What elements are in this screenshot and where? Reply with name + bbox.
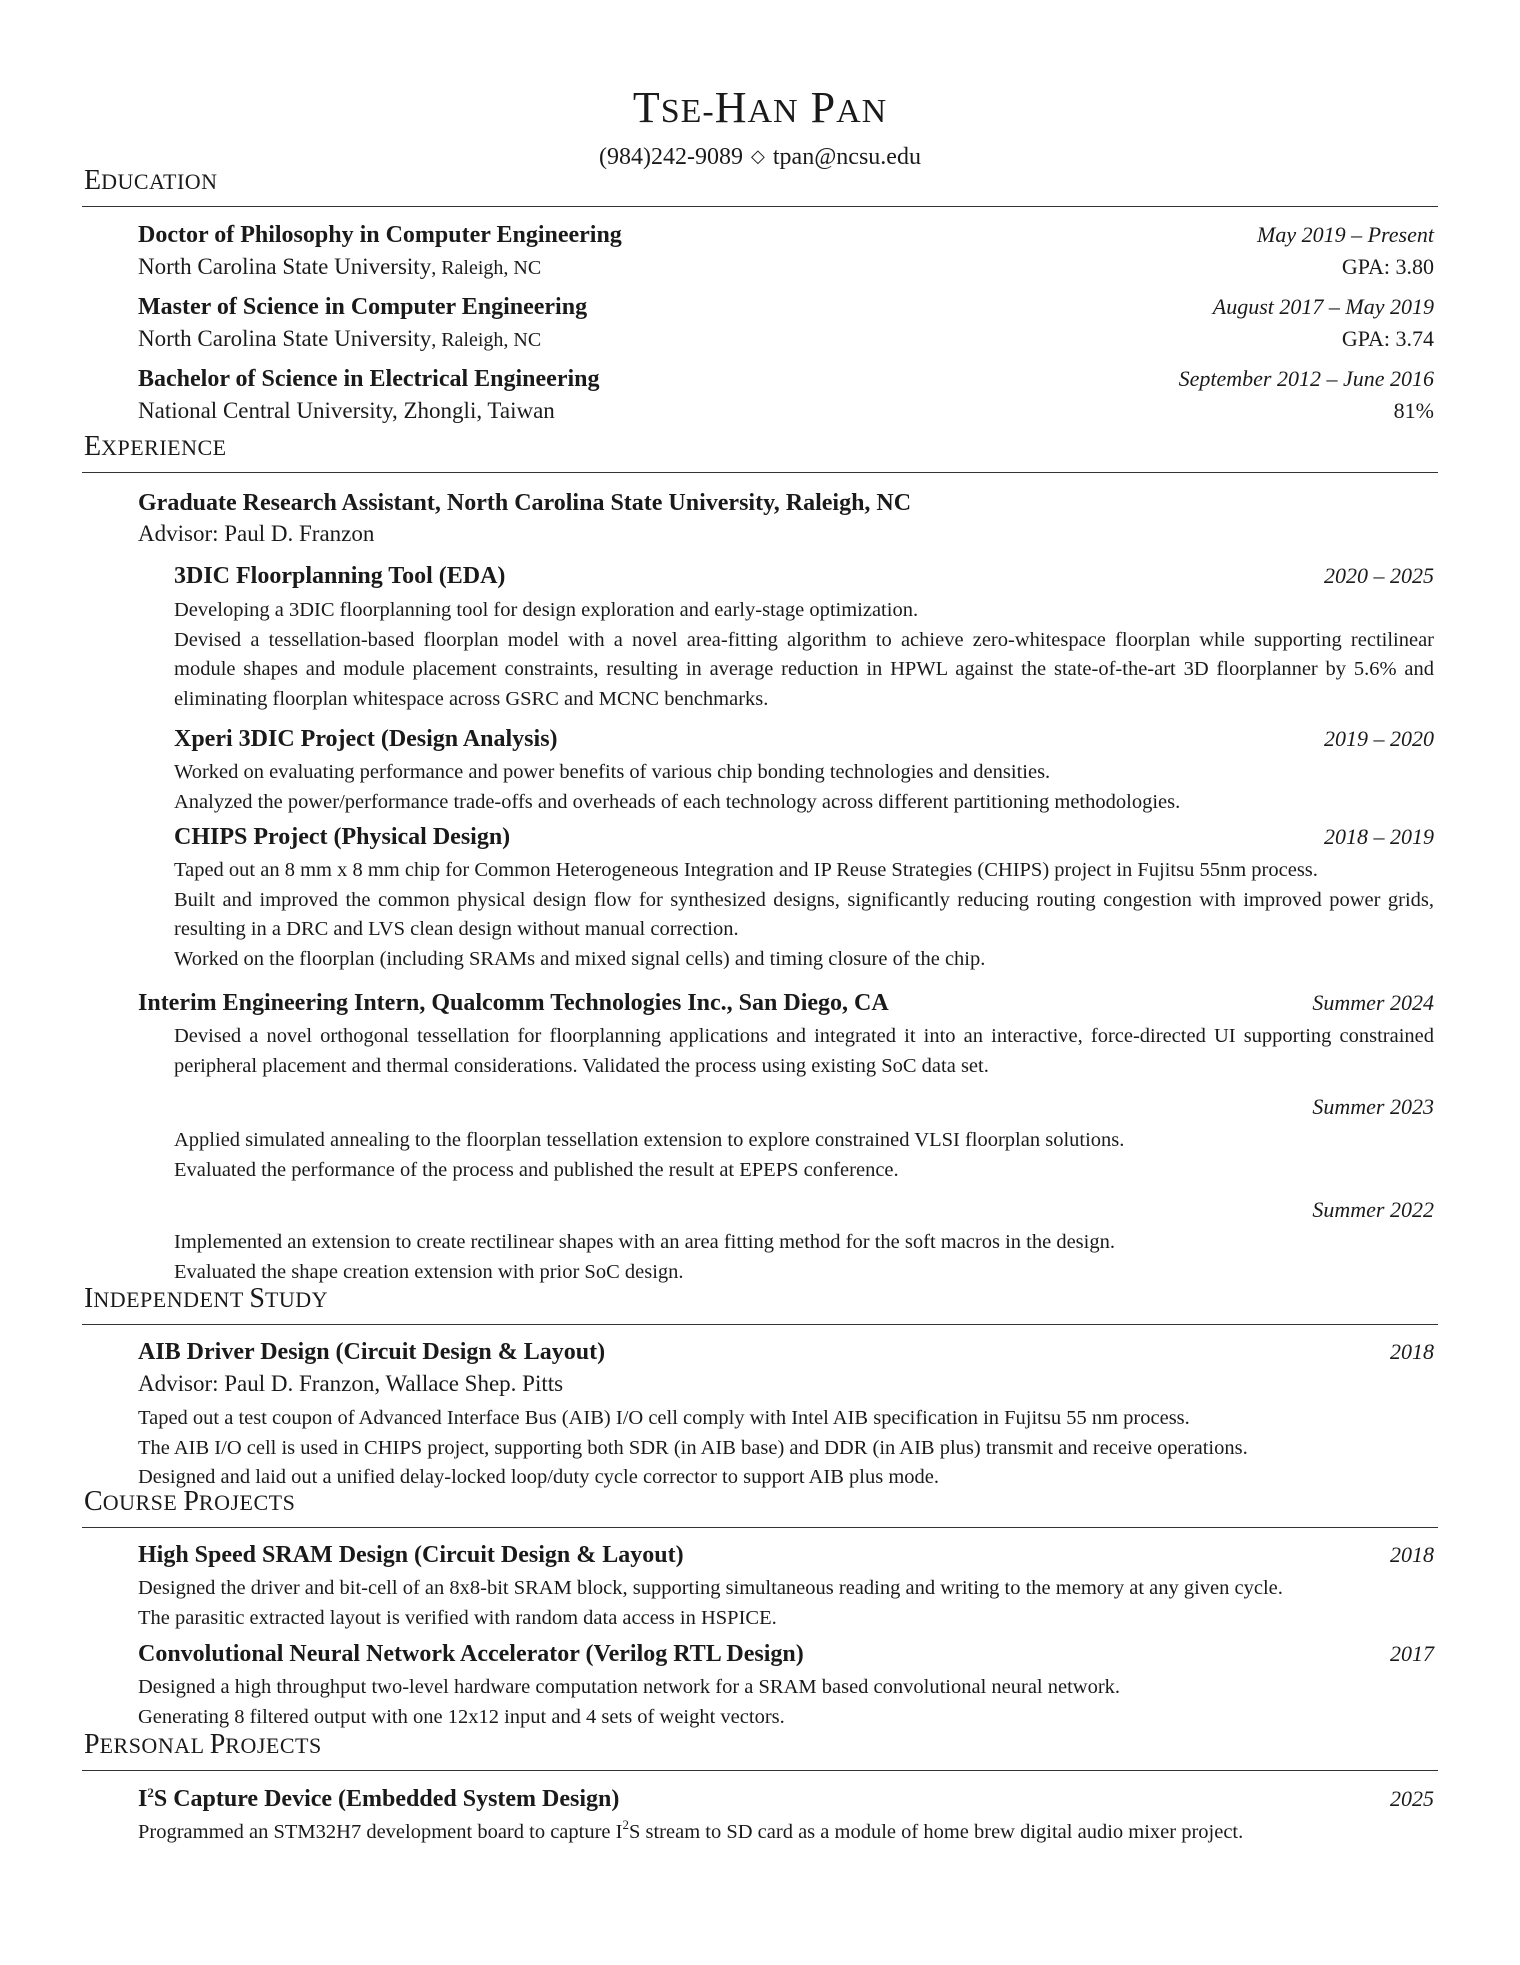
degree-title: Bachelor of Science in Electrical Engineering: [138, 366, 600, 392]
project-title: 3DIC Floorplanning Tool (EDA): [174, 563, 506, 589]
course-project-cnn: [138, 1641, 1434, 1668]
date-range: Summer 2024: [1312, 990, 1434, 1015]
job-title-gra: Graduate Research Assistant, North Carolina State University, Raleigh, NC: [138, 490, 912, 516]
project-title: Xperi 3DIC Project (Design Analysis): [174, 726, 558, 752]
study-aib-driver: [138, 1339, 1434, 1366]
gpa: GPA: 3.74: [1341, 326, 1434, 351]
section-title-independent-study: INDEPENDENT STUDY: [84, 1283, 329, 1314]
project-title: CHIPS Project (Physical Design): [174, 824, 511, 850]
school-location: , Raleigh, NC: [431, 329, 542, 351]
resume-header: [0, 82, 1520, 173]
project-title: AIB Driver Design (Circuit Design & Layout): [138, 1339, 606, 1365]
internship-term: [138, 1197, 1434, 1223]
school-name: North Carolina State University: [138, 254, 432, 279]
project-title: $I^2S$ Capture Device (Embedded System Design): [138, 1785, 620, 1812]
candidate-name: TSE-HAN PAN: [632, 83, 888, 132]
date-range: 2018 – 2019: [1324, 824, 1434, 849]
course-project-sram: [138, 1542, 1434, 1569]
internship-description: Devised a novel orthogonal tessellation for floorplanning applications and integrated it into an interactive, force-directed UI supporting constrained peripheral placement and thermal considerations. Validated the process using existing SoC data set.: [174, 1025, 1434, 1077]
school-name: North Carolina State University: [138, 326, 432, 351]
education-entry-phd: [138, 222, 1434, 249]
date-range: Summer 2023: [1312, 1094, 1434, 1119]
date-range: 2019 – 2020: [1324, 726, 1434, 751]
section-title-personal-projects: PERSONAL PROJECTS: [84, 1729, 322, 1760]
date-range: 2017: [1390, 1641, 1434, 1666]
project-title: High Speed SRAM Design (Circuit Design & Layout): [138, 1542, 684, 1568]
date-range: 2025: [1390, 1786, 1434, 1811]
section-title-experience: EXPERIENCE: [84, 431, 227, 462]
education-school-row: [138, 326, 1434, 352]
project-description: Designed the driver and bit-cell of an 8x8-bit SRAM block, supporting simultaneous reading and writing to the memory at any given cycle. The parasitic extracted layout is verified with random data access in HSPICE.: [138, 1577, 1283, 1629]
contact-line: [0, 140, 1520, 173]
section-title-education: EDUCATION: [84, 165, 218, 196]
email-link[interactable]: tpan@ncsu.edu: [772, 144, 921, 170]
diamond-separator-icon: ◇: [751, 146, 765, 166]
section-divider: [82, 1527, 1438, 1528]
date-range: 2020 – 2025: [1324, 563, 1434, 588]
phone-number: (984)242-9089: [599, 144, 744, 170]
degree-title: Doctor of Philosophy in Computer Engineering: [138, 222, 622, 248]
gpa: GPA: 3.80: [1341, 254, 1434, 279]
degree-title: Master of Science in Computer Engineering: [138, 294, 588, 320]
project-description: Worked on evaluating performance and power benefits of various chip bonding technologies and densities. Analyzed the power/performance trade-offs and overheads of each technology across different partitioning methodologies.: [174, 761, 1181, 813]
section-title-course-projects: COURSE PROJECTS: [84, 1486, 296, 1517]
section-divider: [82, 1324, 1438, 1325]
education-entry-ms: [138, 294, 1434, 321]
project-chips: [174, 824, 1434, 851]
internship-term: [138, 1094, 1434, 1120]
project-3dic-floorplanning: [174, 563, 1434, 590]
section-divider: [82, 472, 1438, 473]
advisor-line: Advisor: Paul D. Franzon, Wallace Shep. Pitts: [138, 1371, 564, 1396]
project-description: Taped out a test coupon of Advanced Interface Bus (AIB) I/O cell comply with Intel AIB specification in Fujitsu 55 nm process. The AIB I/O cell is used in CHIPS project, supporting both SDR (in AIB base) and DDR (in AIB plus) transmit and receive operations. Designed and laid out a unified delay-locked loop/duty cycle corrector to support AIB plus mode.: [138, 1407, 1248, 1488]
date-range: Summer 2022: [1312, 1197, 1434, 1222]
advisor-line: Advisor: Paul D. Franzon: [138, 521, 375, 546]
section-divider: [82, 206, 1438, 207]
internship-description: Implemented an extension to create rectilinear shapes with an area fitting method for the soft macros in the design. Evaluated the shape creation extension with prior SoC design.: [174, 1231, 1115, 1283]
project-description: Taped out an 8 mm x 8 mm chip for Common Heterogeneous Integration and IP Reuse Strategies (CHIPS) project in Fujitsu 55nm process. Built and improved the common physical design flow for synthesized designs, significantly reducing routing congestion with improved power grids, resulting in a DRC and LVS clean design without manual correction. Worked on the floorplan (including SRAMs and mixed signal cells) and timing closure of the chip.: [174, 859, 1434, 970]
date-range: September 2012 – June 2016: [1178, 366, 1434, 391]
grade: 81%: [1393, 398, 1434, 423]
project-description: Developing a 3DIC floorplanning tool for design exploration and early-stage optimization. Devised a tessellation-based floorplan model with a novel area-fitting algorithm to achieve zero-whitespace floorplan while supporting rectilinear module shapes and module placement constraints, resulting in average reduction in HPWL against the state-of-the-art 3D floorplanner by 5.6% and eliminating floorplan whitespace across GSRC and MCNC benchmarks.: [174, 599, 1434, 710]
project-description: Programmed an STM32H7 development board to capture $I^2S$ stream to SD card as a module of home brew digital audio mixer project.: [138, 1817, 1244, 1843]
date-range: May 2019 – Present: [1257, 222, 1434, 247]
date-range: 2018: [1390, 1339, 1434, 1364]
project-description: Designed a high throughput two-level hardware computation network for a SRAM based convolutional neural network. Generating 8 filtered output with one 12x12 input and 4 sets of weight vectors.: [138, 1676, 1121, 1728]
internship-description: Applied simulated annealing to the floorplan tessellation extension to explore constrained VLSI floorplan solutions. Evaluated the performance of the process and published the result at EPEPS conference.: [174, 1129, 1125, 1181]
education-entry-bs: [138, 366, 1434, 393]
school-name: National Central University, Zhongli, Taiwan: [138, 398, 555, 423]
date-range: August 2017 – May 2019: [1212, 294, 1434, 319]
job-title-qualcomm: Interim Engineering Intern, Qualcomm Technologies Inc., San Diego, CA Summer 2024: [138, 990, 1434, 1016]
project-xperi-3dic: [174, 726, 1434, 753]
education-school-row: [138, 254, 1434, 280]
project-title: Convolutional Neural Network Accelerator (Verilog RTL Design): [138, 1641, 804, 1667]
school-location: , Raleigh, NC: [431, 257, 542, 279]
education-school-row: [138, 398, 1434, 424]
section-divider: [82, 1770, 1438, 1771]
date-range: 2018: [1390, 1542, 1434, 1567]
personal-project-i2s: [138, 1786, 1434, 1813]
